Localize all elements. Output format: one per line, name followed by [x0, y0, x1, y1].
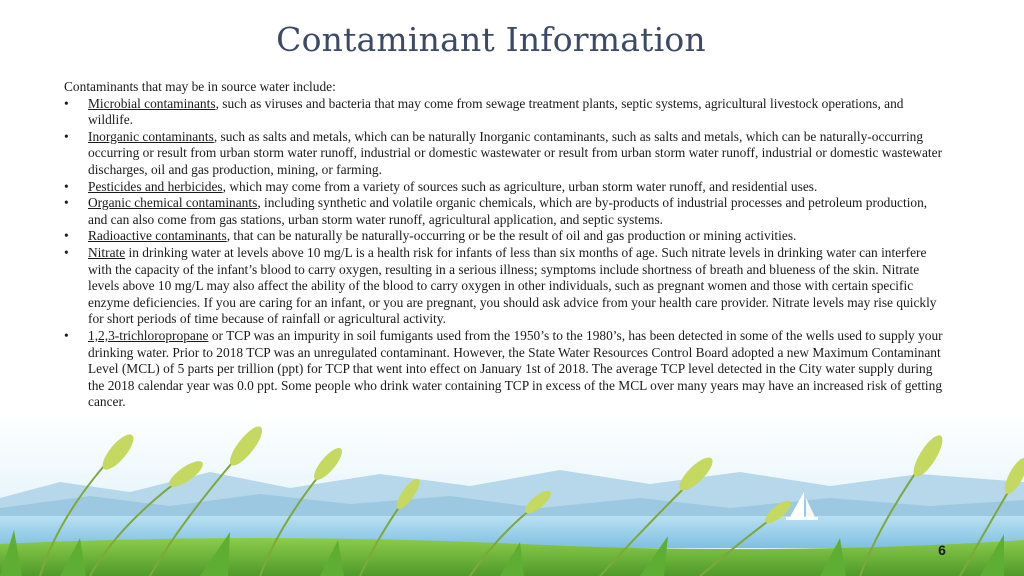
landscape-background [0, 412, 1024, 576]
bullet-item [64, 195, 944, 228]
bullet-item [64, 179, 944, 196]
bullet-text: , such as salts and metals, which can be naturally Inorganic contaminants, such as salts and metals, which can be naturally-occurring occurring or result from urban storm water runoff, industrial or domestic wastewater or result from urban storm water runoff, industrial or domestic wastewater discharges, oil and gas production, mining, or farming. [88, 128, 943, 177]
bullet-dot: • [64, 244, 69, 260]
bullet-dot: • [64, 195, 69, 211]
bullet-dot: • [64, 128, 69, 144]
slide-title: Contaminant Information [276, 20, 706, 59]
bullet-text: , including synthetic and volatile organic chemicals, which are by-products of industrial processes and petroleum production, and can also come from gas stations, urban storm water runoff, agricultural application, and septic systems. [88, 195, 928, 227]
bullet-item [64, 228, 944, 245]
bullet-dot: • [64, 95, 69, 111]
bullet-text: or TCP was an impurity in soil fumigants used from the 1950’s to the 1980’s, has been detected in some of the wells used to supply your drinking water. Prior to 2018 TCP was an unregulated contaminant. However, the State Water Resources Control Board adopted a new Maximum Contaminant Level (MCL) of 5 parts per trillion (ppt) for TCP that went into effect on January 1st of 2018. The average TCP level detected in the City water supply during the 2018 calendar year was 0.0 ppt. Some people who drink water containing TCP in excess of the MCL over many years may have an increased risk of getting cancer. [88, 327, 943, 410]
bullet-item [64, 245, 944, 328]
bullet-item [64, 328, 944, 411]
bullet-text: in drinking water at levels above 10 mg/L is a health risk for infants of less than six months of age. Such nitrate levels in drinking water can interfere with the capacity of the infant’s blood to carry oxygen, resulting in a serious illness; symptoms include shortness of breath and blueness of the skin. Nitrate levels above 10 mg/L may also affect the ability of the blood to carry oxygen in other individuals, such as pregnant women and those with certain specific enzyme deficiencies. If you are caring for an infant, or you are pregnant, you should ask advice from your health care provider. Nitrate levels may rise quickly for short periods of time because of rainfall or agricultural activity. [88, 244, 937, 327]
bullet-term: Microbial contaminants [88, 95, 216, 111]
bullet-term: Inorganic contaminants [88, 128, 214, 144]
bullet-term: 1,2,3-trichloropropane [88, 327, 209, 343]
bullet-term: Radioactive contaminants [88, 228, 227, 244]
bullet-item [64, 96, 944, 129]
bullet-term: Organic chemical contaminants [88, 195, 258, 211]
bullet-term: Pesticides and herbicides [88, 178, 223, 194]
page-number: 6 [938, 542, 946, 558]
bullet-dot: • [64, 178, 69, 194]
bullet-text: , which may come from a variety of sources such as agriculture, urban storm water runoff, and residential uses. [222, 178, 818, 194]
bullet-dot: • [64, 228, 69, 244]
slide-body [64, 79, 944, 411]
bullet-list [64, 96, 944, 411]
bullet-text: , such as viruses and bacteria that may come from sewage treatment plants, septic systems, agricultural livestock operations, and wildlife. [88, 95, 904, 128]
bullet-dot: • [64, 327, 69, 343]
bullet-text: , that can be naturally be naturally-occurring or be the result of oil and gas production or mining activities. [226, 228, 797, 244]
intro-text: Contaminants that may be in source water include: [64, 79, 336, 94]
bullet-item [64, 129, 944, 179]
bullet-term: Nitrate [88, 244, 126, 260]
